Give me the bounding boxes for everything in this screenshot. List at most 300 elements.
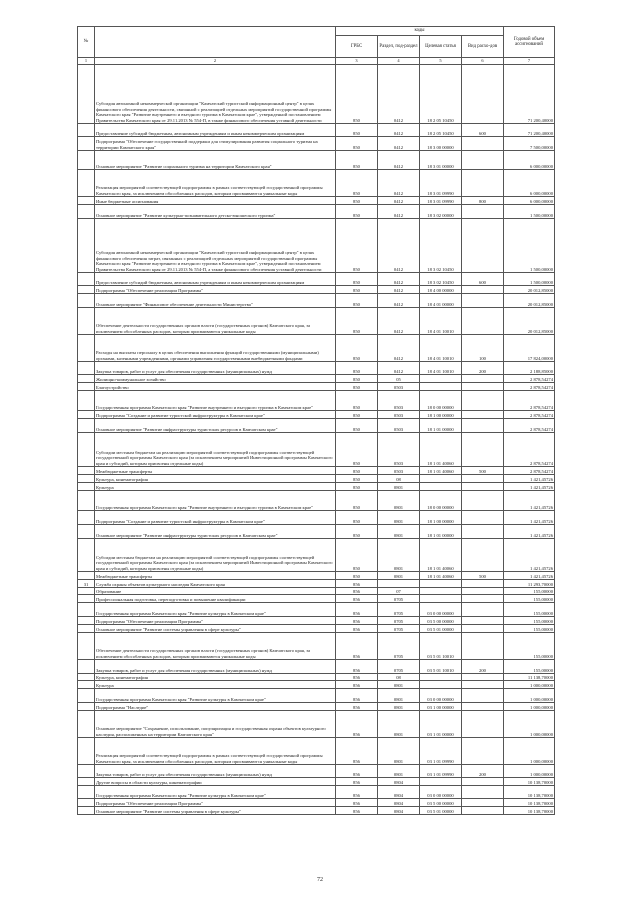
row-number xyxy=(78,617,95,625)
row-number xyxy=(78,273,95,286)
row-expense-type xyxy=(462,711,504,738)
column-index: 6 xyxy=(462,58,504,65)
row-number xyxy=(78,738,95,765)
row-amount: 11 138,70000 xyxy=(504,674,555,681)
table-row xyxy=(78,137,555,151)
row-name: Жилищно-коммунальное хозяйство xyxy=(95,375,336,383)
row-name: Государственная программа Камчатского края "Развитие культуры в Камчатском крае" xyxy=(95,786,336,799)
table-row xyxy=(78,205,555,219)
row-target-item: 18 4 01 10010 xyxy=(420,362,462,375)
row-name: Профессиональная подготовка, переподготовка и повышение квалификации xyxy=(95,595,336,603)
row-expense-type: 500 xyxy=(462,467,504,475)
row-expense-type xyxy=(462,219,504,273)
row-section: 0412 xyxy=(378,124,420,137)
row-amount: 2 878,54274 xyxy=(504,391,555,411)
row-amount: 10 138,70000 xyxy=(504,786,555,799)
row-grbs: 850 xyxy=(336,335,378,362)
row-name: Основное мероприятие "Сохранение, использование, популяризация и государственная охрана объектов культурного наследия, расположенных на территории Камчатского края" xyxy=(95,711,336,738)
row-grbs: 850 xyxy=(336,362,378,375)
row-target-item: 03 5 01 10010 xyxy=(420,633,462,660)
row-grbs: 850 xyxy=(336,433,378,467)
table-row xyxy=(78,308,555,335)
row-section: 0705 xyxy=(378,603,420,617)
row-number xyxy=(78,219,95,273)
row-target-item: 03 1 01 09990 xyxy=(420,738,462,765)
row-grbs: 850 xyxy=(336,483,378,491)
row-section: 0801 xyxy=(378,491,420,511)
row-section: 0412 xyxy=(378,219,420,273)
row-section: 0801 xyxy=(378,703,420,711)
row-grbs: 850 xyxy=(336,273,378,286)
column-index: 1 xyxy=(78,58,95,65)
row-grbs: 850 xyxy=(336,467,378,475)
row-target-item: 18 1 00 00000 xyxy=(420,511,462,525)
page-number: 72 xyxy=(317,877,323,883)
row-expense-type xyxy=(462,383,504,391)
row-name: Служба охраны объектов культурного наследия Камчатского края xyxy=(95,580,336,588)
row-amount: 1 421,45726 xyxy=(504,572,555,580)
row-number xyxy=(78,483,95,491)
row-target-item: 03 0 00 00000 xyxy=(420,689,462,703)
row-number xyxy=(78,525,95,539)
row-expense-type: 200 xyxy=(462,362,504,375)
row-target-item: 18 3 01 09990 xyxy=(420,197,462,205)
row-number xyxy=(78,633,95,660)
row-expense-type xyxy=(462,294,504,308)
row-section: 0412 xyxy=(378,273,420,286)
row-expense-type xyxy=(462,170,504,197)
row-expense-type xyxy=(462,375,504,383)
row-number xyxy=(78,491,95,511)
row-section: 0801 xyxy=(378,689,420,703)
row-grbs: 850 xyxy=(336,65,378,124)
row-section: 0705 xyxy=(378,633,420,660)
table-row xyxy=(78,539,555,572)
row-name: Реализация мероприятий соответствующей подпрограммы в рамках соответствующей государственной программы Камчатского края, за исключением обособленных расходов, которым присваиваются уникальные коды xyxy=(95,170,336,197)
row-target-item: 03 5 01 10010 xyxy=(420,660,462,674)
table-row xyxy=(78,595,555,603)
table-row xyxy=(78,483,555,491)
row-name: Основное мероприятие "Развитие социального туризма на территории Камчатского края" xyxy=(95,151,336,170)
row-grbs: 850 xyxy=(336,124,378,137)
row-name: Предоставление субсидий бюджетным, автономным учреждениям и иным некоммерческим организациям xyxy=(95,273,336,286)
table-row xyxy=(78,419,555,433)
row-target-item: 03 5 00 00000 xyxy=(420,799,462,807)
row-name: Подпрограмма "Обеспечение реализации Программы" xyxy=(95,617,336,625)
row-grbs: 850 xyxy=(336,491,378,511)
row-name: Подпрограмма "Обеспечение реализации Программы" xyxy=(95,799,336,807)
row-grbs: 850 xyxy=(336,419,378,433)
row-amount: 1 421,45726 xyxy=(504,491,555,511)
row-expense-type xyxy=(462,807,504,815)
table-row xyxy=(78,383,555,391)
row-name: Субсидии местным бюджетам на реализацию мероприятий соответствующей подпрограммы соответствующей государственной программы Камчатского края (за исключением мероприятий Инвестиционной программы Камчатского края и субсидий, которым присвоены отдельные коды) xyxy=(95,433,336,467)
row-section: 0503 xyxy=(378,411,420,419)
row-target-item xyxy=(420,383,462,391)
table-row xyxy=(78,778,555,786)
row-target-item: 18 1 00 00000 xyxy=(420,411,462,419)
row-number xyxy=(78,689,95,703)
table-row xyxy=(78,65,555,124)
row-grbs: 850 xyxy=(336,197,378,205)
row-section: 0412 xyxy=(378,151,420,170)
row-target-item: 18 3 01 00000 xyxy=(420,151,462,170)
table-row xyxy=(78,197,555,205)
row-expense-type xyxy=(462,633,504,660)
row-grbs: 850 xyxy=(336,411,378,419)
row-amount: 155,00000 xyxy=(504,625,555,633)
row-name: Подпрограмма "Создание и развитие туристской инфраструктуры в Камчатском крае" xyxy=(95,511,336,525)
row-name: Предоставление субсидий бюджетным, автономным учреждениям и иным некоммерческим организациям xyxy=(95,124,336,137)
table-row xyxy=(78,411,555,419)
row-number xyxy=(78,572,95,580)
row-section: 0801 xyxy=(378,525,420,539)
row-number xyxy=(78,807,95,815)
row-grbs: 856 xyxy=(336,603,378,617)
row-expense-type xyxy=(462,151,504,170)
row-number xyxy=(78,786,95,799)
table-row xyxy=(78,467,555,475)
row-grbs: 850 xyxy=(336,525,378,539)
table-row xyxy=(78,219,555,273)
row-target-item: 18 0 00 00000 xyxy=(420,391,462,411)
row-name: Расходы на выплаты персоналу в целях обеспечения выполнения функций государственными (муниципальными) органами, казенными учреждениями, органами управления государственными внебюджетными фондами xyxy=(95,335,336,362)
row-section: 0412 xyxy=(378,65,420,124)
column-index: 5 xyxy=(420,58,462,65)
row-expense-type xyxy=(462,595,504,603)
row-grbs: 856 xyxy=(336,674,378,681)
row-target-item: 18 2 05 10450 xyxy=(420,65,462,124)
row-expense-type: 100 xyxy=(462,335,504,362)
row-number xyxy=(78,65,95,124)
row-amount: 1 000,00000 xyxy=(504,681,555,689)
table-row xyxy=(78,525,555,539)
row-amount: 20 012,85000 xyxy=(504,308,555,335)
row-amount: 2 878,54274 xyxy=(504,383,555,391)
row-number xyxy=(78,595,95,603)
row-grbs: 850 xyxy=(336,308,378,335)
row-target-item: 18 4 00 00000 xyxy=(420,286,462,294)
row-target-item: 03 1 01 00000 xyxy=(420,711,462,738)
row-expense-type xyxy=(462,511,504,525)
row-grbs: 850 xyxy=(336,294,378,308)
row-number xyxy=(78,124,95,137)
row-number xyxy=(78,475,95,483)
row-name: Подпрограмма "Обеспечение государственной поддержки для стимулирования развития социального туризма на территории Камчатского края" xyxy=(95,137,336,151)
row-amount: 71 200,40000 xyxy=(504,65,555,124)
table-row xyxy=(78,375,555,383)
row-number xyxy=(78,467,95,475)
row-section: 0412 xyxy=(378,137,420,151)
row-grbs: 856 xyxy=(336,625,378,633)
table-row xyxy=(78,124,555,137)
row-amount: 2 878,54274 xyxy=(504,419,555,433)
row-target-item: 03 1 01 09990 xyxy=(420,765,462,778)
row-grbs: 856 xyxy=(336,617,378,625)
row-target-item xyxy=(420,674,462,681)
row-grbs: 856 xyxy=(336,580,378,588)
row-expense-type xyxy=(462,681,504,689)
row-grbs: 850 xyxy=(336,286,378,294)
row-name: Основное мероприятие "Развитие системы управления в сфере культуры" xyxy=(95,625,336,633)
row-amount: 6 000,00000 xyxy=(504,170,555,197)
row-amount: 1 421,45726 xyxy=(504,511,555,525)
row-target-item: 18 3 02 10450 xyxy=(420,273,462,286)
row-number xyxy=(78,799,95,807)
table-row xyxy=(78,151,555,170)
row-name: Основное мероприятие "Развитие инфраструктуры туристских ресурсов в Камчатском крае" xyxy=(95,419,336,433)
column-index-row xyxy=(78,58,555,65)
row-target-item: 18 1 01 00000 xyxy=(420,525,462,539)
header-target-item: Целевая статья xyxy=(420,36,462,58)
row-number xyxy=(78,511,95,525)
row-name: Субсидия автономной некоммерческой организации "Камчатский туристский информационный центр" в целях финансового обеспечения затрат, связанных с реализацией отдельных мероприятий государственной программы Камчатского края "Развитие внутреннего и въездного туризма в Камчатском крае", утвержденной постановлением Правительства Камчатского края от 29.11.2013 № 554-П, а также финансового обеспечения уставной деятельности xyxy=(95,219,336,273)
row-section: 0412 xyxy=(378,362,420,375)
row-section: 0801 xyxy=(378,572,420,580)
header-grbs: ГРБС xyxy=(336,36,378,58)
row-amount: 1 500,00000 xyxy=(504,219,555,273)
row-amount: 155,00000 xyxy=(504,595,555,603)
row-number xyxy=(78,151,95,170)
table-row xyxy=(78,765,555,778)
row-section: 0412 xyxy=(378,205,420,219)
row-target-item: 18 1 01 40060 xyxy=(420,572,462,580)
row-expense-type: 600 xyxy=(462,273,504,286)
row-target-item xyxy=(420,778,462,786)
row-section: 0801 xyxy=(378,483,420,491)
row-target-item: 03 5 00 00000 xyxy=(420,617,462,625)
table-row xyxy=(78,491,555,511)
table-row xyxy=(78,335,555,362)
row-grbs: 856 xyxy=(336,807,378,815)
row-name: Другие вопросы в области культуры, кинематографии xyxy=(95,778,336,786)
row-target-item xyxy=(420,588,462,595)
header-number: № xyxy=(78,27,95,58)
row-amount: 2 878,54274 xyxy=(504,433,555,467)
table-row xyxy=(78,433,555,467)
row-section xyxy=(378,580,420,588)
table-row xyxy=(78,738,555,765)
row-amount: 20 012,85000 xyxy=(504,286,555,294)
row-target-item: 18 1 01 40060 xyxy=(420,433,462,467)
budget-allocation-table xyxy=(77,26,555,815)
row-amount: 10 138,70000 xyxy=(504,807,555,815)
row-amount: 11 293,70000 xyxy=(504,580,555,588)
table-row xyxy=(78,786,555,799)
row-expense-type xyxy=(462,799,504,807)
row-expense-type xyxy=(462,689,504,703)
column-index: 4 xyxy=(378,58,420,65)
row-grbs: 850 xyxy=(336,511,378,525)
row-expense-type: 200 xyxy=(462,765,504,778)
row-amount: 155,00000 xyxy=(504,660,555,674)
row-amount: 6 000,00000 xyxy=(504,197,555,205)
row-expense-type xyxy=(462,580,504,588)
row-expense-type: 800 xyxy=(462,197,504,205)
row-target-item: 18 1 01 00000 xyxy=(420,419,462,433)
row-section: 0412 xyxy=(378,286,420,294)
row-number xyxy=(78,383,95,391)
header-name xyxy=(95,27,336,58)
row-section: 0412 xyxy=(378,170,420,197)
row-section: 0801 xyxy=(378,711,420,738)
row-grbs: 856 xyxy=(336,703,378,711)
row-number xyxy=(78,703,95,711)
row-amount: 155,00000 xyxy=(504,588,555,595)
table-row xyxy=(78,681,555,689)
row-amount: 2 878,54274 xyxy=(504,467,555,475)
row-section: 0412 xyxy=(378,308,420,335)
row-section: 0804 xyxy=(378,807,420,815)
row-name: Обеспечение деятельности государственных органов власти (государственных органов) Камчатского края, за исключением обособленных расходов, которым присваиваются уникальные коды xyxy=(95,308,336,335)
column-index: 3 xyxy=(336,58,378,65)
row-expense-type xyxy=(462,588,504,595)
row-expense-type xyxy=(462,539,504,572)
row-grbs: 856 xyxy=(336,738,378,765)
header-expense-type: Вид расхо-дов xyxy=(462,36,504,58)
row-amount: 1 000,00000 xyxy=(504,703,555,711)
row-number xyxy=(78,433,95,467)
row-section: 0503 xyxy=(378,391,420,411)
row-name: Государственная программа Камчатского края "Развитие культуры в Камчатском крае" xyxy=(95,689,336,703)
table-row xyxy=(78,674,555,681)
header-codes-group: коды xyxy=(336,27,504,36)
row-grbs: 856 xyxy=(336,633,378,660)
row-target-item: 18 1 01 40060 xyxy=(420,467,462,475)
table-row xyxy=(78,580,555,588)
row-expense-type xyxy=(462,525,504,539)
row-target-item xyxy=(420,595,462,603)
row-grbs: 850 xyxy=(336,391,378,411)
table-row xyxy=(78,273,555,286)
row-amount: 17 824,00000 xyxy=(504,335,555,362)
row-number xyxy=(78,308,95,335)
row-section: 05 xyxy=(378,375,420,383)
table-row xyxy=(78,617,555,625)
row-number xyxy=(78,674,95,681)
row-target-item xyxy=(420,375,462,383)
row-name: Основное мероприятие "Финансовое обеспечение деятельности Министерства" xyxy=(95,294,336,308)
column-index: 2 xyxy=(95,58,336,65)
row-number xyxy=(78,625,95,633)
row-name: Благоустройство xyxy=(95,383,336,391)
row-target-item: 18 4 01 10010 xyxy=(420,335,462,362)
row-target-item: 03 1 00 00000 xyxy=(420,703,462,711)
row-amount: 155,00000 xyxy=(504,633,555,660)
row-section: 0412 xyxy=(378,335,420,362)
table-row xyxy=(78,625,555,633)
row-number xyxy=(78,419,95,433)
row-number xyxy=(78,411,95,419)
row-section: 08 xyxy=(378,674,420,681)
row-number xyxy=(78,170,95,197)
row-grbs: 856 xyxy=(336,689,378,703)
row-target-item xyxy=(420,475,462,483)
row-target-item: 03 5 01 00000 xyxy=(420,625,462,633)
row-section: 0705 xyxy=(378,617,420,625)
row-name: Государственная программа Камчатского края "Развитие внутреннего и въездного туризма в Камчатском крае" xyxy=(95,491,336,511)
table-row xyxy=(78,294,555,308)
row-target-item: 18 3 02 10450 xyxy=(420,219,462,273)
table-row xyxy=(78,703,555,711)
row-amount: 10 138,70000 xyxy=(504,799,555,807)
row-grbs: 850 xyxy=(336,539,378,572)
row-name: Субсидия автономной некоммерческой организации "Камчатский туристский информационный центр" в целях финансового обеспечения деятельности, связанной с реализацией отдельных мероприятий государственной программы Камчатского края "Развитие внутреннего и въездного туризма в Камчатском крае", утвержденной постановлением Правительства Камчатского края от 29.11.2013 № 554-П, в также финансового обеспечения уставной деятельности xyxy=(95,65,336,124)
row-expense-type: 500 xyxy=(462,572,504,580)
row-expense-type xyxy=(462,786,504,799)
row-name: Подпрограмма "Обеспечение реализации Программы" xyxy=(95,286,336,294)
row-grbs: 856 xyxy=(336,681,378,689)
row-expense-type xyxy=(462,475,504,483)
row-target-item: 18 3 02 00000 xyxy=(420,205,462,219)
row-amount: 1 421,45726 xyxy=(504,525,555,539)
row-expense-type xyxy=(462,603,504,617)
row-name: Закупка товаров, работ и услуг для обеспечения государственных (муниципальных) нужд xyxy=(95,660,336,674)
row-grbs: 850 xyxy=(336,205,378,219)
row-amount: 2 188,85000 xyxy=(504,362,555,375)
row-grbs: 850 xyxy=(336,219,378,273)
row-number xyxy=(78,681,95,689)
row-expense-type xyxy=(462,491,504,511)
row-name: Обеспечение деятельности государственных органов власти (государственных органов) Камчатского края, за исключением обособленных расходов, которым присваиваются уникальные коды xyxy=(95,633,336,660)
column-index: 7 xyxy=(504,58,555,65)
row-number xyxy=(78,778,95,786)
row-expense-type xyxy=(462,738,504,765)
row-name: Культура xyxy=(95,681,336,689)
row-target-item: 18 4 01 00000 xyxy=(420,294,462,308)
row-section: 0503 xyxy=(378,467,420,475)
row-target-item: 18 1 01 40060 xyxy=(420,539,462,572)
row-name: Закупка товаров, работ и услуг для обеспечения государственных (муниципальных) нужд xyxy=(95,362,336,375)
row-grbs: 850 xyxy=(336,137,378,151)
row-name: Межбюджетные трансферты xyxy=(95,467,336,475)
row-name: Подпрограмма "Наследие" xyxy=(95,703,336,711)
row-grbs: 856 xyxy=(336,799,378,807)
row-name: Иные бюджетные ассигнования xyxy=(95,197,336,205)
header-annual-amount: Годовой объем ассигнований xyxy=(504,27,555,58)
row-name: Государственная программа Камчатского края "Развитие внутреннего и въездного туризма в Камчатском крае" xyxy=(95,391,336,411)
row-amount: 1 421,45726 xyxy=(504,475,555,483)
row-expense-type xyxy=(462,617,504,625)
row-number xyxy=(78,588,95,595)
row-number xyxy=(78,335,95,362)
row-grbs: 850 xyxy=(336,572,378,580)
row-section: 0804 xyxy=(378,778,420,786)
row-name: Реализация мероприятий соответствующей подпрограммы в рамках соответствующей государственной программы Камчатского края, за исключением обособленных расходов, которым присваиваются уникальные коды xyxy=(95,738,336,765)
row-section: 0801 xyxy=(378,738,420,765)
row-number xyxy=(78,137,95,151)
row-expense-type: 600 xyxy=(462,124,504,137)
row-expense-type: 200 xyxy=(462,660,504,674)
row-name: Основное мероприятие "Развитие культурно-познавательного детско-юношеского туризма" xyxy=(95,205,336,219)
row-amount: 1 000,00000 xyxy=(504,689,555,703)
row-number xyxy=(78,539,95,572)
row-target-item: 18 2 05 10450 xyxy=(420,124,462,137)
row-grbs: 856 xyxy=(336,711,378,738)
row-grbs: 856 xyxy=(336,778,378,786)
row-number xyxy=(78,197,95,205)
row-expense-type xyxy=(462,483,504,491)
row-grbs: 856 xyxy=(336,660,378,674)
table-header xyxy=(78,27,555,65)
row-target-item: 03 0 00 00000 xyxy=(420,786,462,799)
table-row xyxy=(78,475,555,483)
row-target-item: 18 4 01 10010 xyxy=(420,308,462,335)
table-row xyxy=(78,362,555,375)
row-section: 0503 xyxy=(378,383,420,391)
row-section: 0705 xyxy=(378,595,420,603)
row-expense-type xyxy=(462,137,504,151)
